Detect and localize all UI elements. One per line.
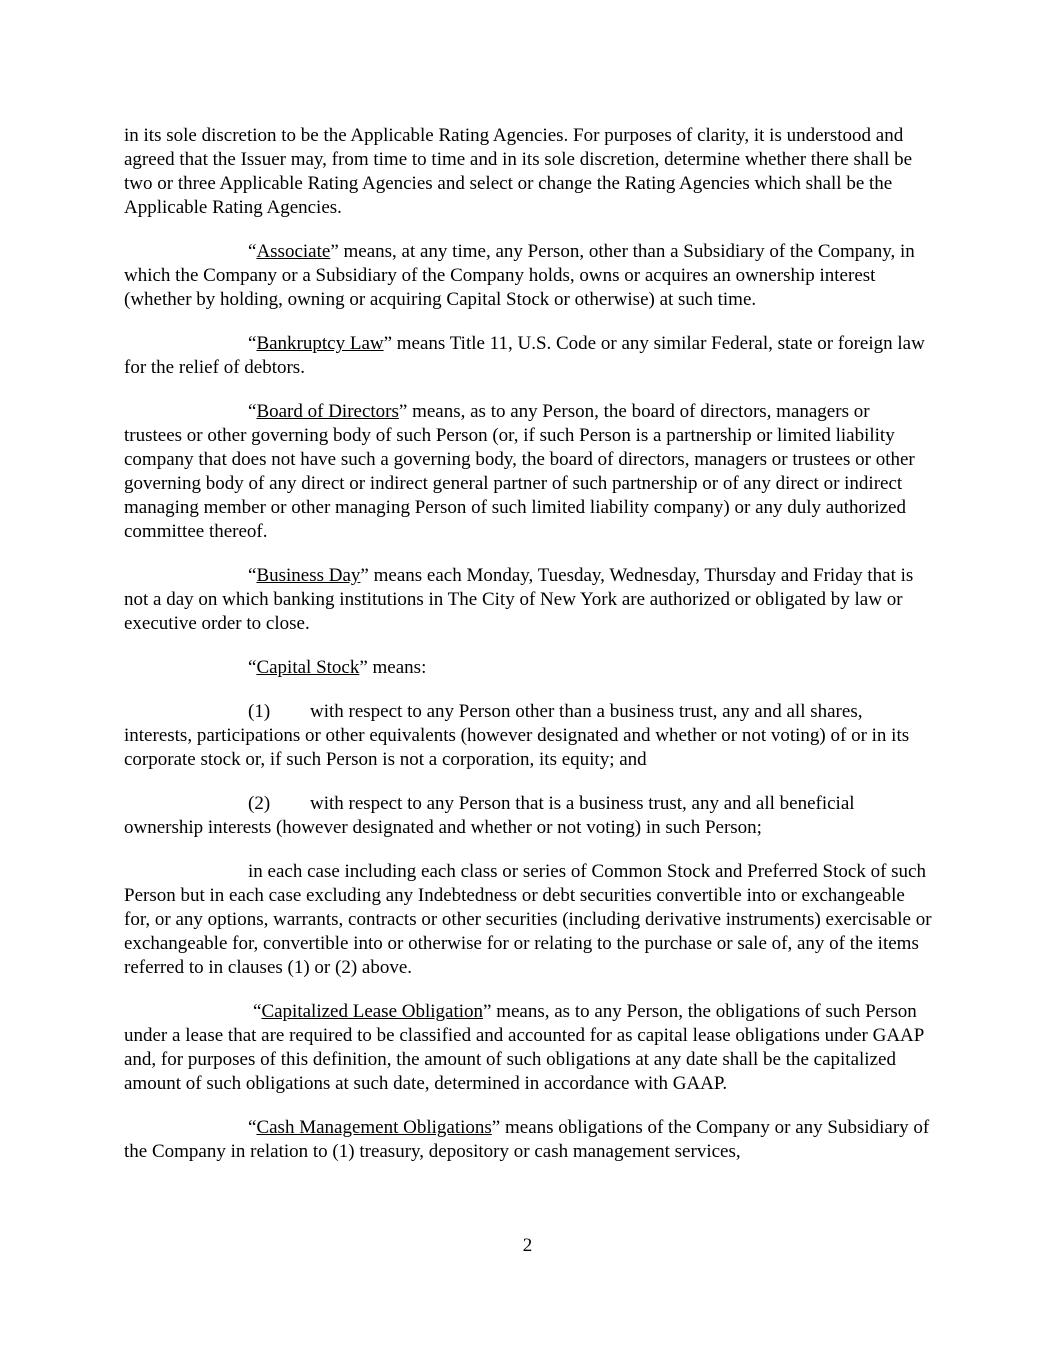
definition-board-of-directors xyxy=(124,400,932,544)
paragraph-each-case xyxy=(124,860,932,980)
defined-term: Cash Management Obligations xyxy=(256,1117,492,1138)
defined-term: Bankruptcy Law xyxy=(256,333,384,354)
definition-capital-stock xyxy=(124,656,932,680)
open-quote: “ xyxy=(248,401,257,422)
definition-text: ” means obligations of the Company or any Subsidiary of the Company in relation to (1) treasury, depository or cash management services, xyxy=(124,1117,930,1162)
definition-text: ” means each Monday, Tuesday, Wednesday, Thursday and Friday that is not a day on which banking institutions in The City of New York are authorized or obligated by law or executive order to close. xyxy=(124,565,914,634)
page-number: 2 xyxy=(522,1235,533,1256)
open-quote: “ xyxy=(248,1117,257,1138)
paragraph-text: in its sole discretion to be the Applicable Rating Agencies. For purposes of clarity, it is understood and agreed that the Issuer may, from time to time and in its sole discretion, determine whether there shall be two or three Applicable Rating Agencies and select or change the Rating Agencies which shall be the Applicable Rating Agencies. xyxy=(124,125,913,218)
definition-text: ” means: xyxy=(359,657,427,678)
definition-associate xyxy=(124,240,932,312)
clause-text: with respect to any Person that is a business trust, any and all beneficial ownership interests (however designated and whether or not voting) in such Person; xyxy=(124,793,855,838)
defined-term: Capitalized Lease Obligation xyxy=(261,1001,484,1022)
clause-2 xyxy=(124,792,932,840)
defined-term: Associate xyxy=(256,241,331,262)
definition-cash-management-obligations xyxy=(124,1116,932,1164)
definition-capitalized-lease-obligation xyxy=(124,1000,932,1096)
open-quote: “ xyxy=(248,565,257,586)
clause-text: with respect to any Person other than a business trust, any and all shares, interests, participations or other equivalents (however designated and whether or not voting) of or in its corporate stock or, if such Person is not a corporation, its equity; and xyxy=(124,701,910,770)
paragraph-rating-agencies xyxy=(124,124,932,220)
open-quote: “ xyxy=(248,241,257,262)
definition-text: ” means, as to any Person, the board of directors, managers or trustees or other governing body of such Person (or, if such Person is a partnership or limited liability company that does not have such a governing body, the board of directors, managers or trustees or other governing body of any direct or indirect general partner of such partnership or of any direct or indirect managing member or other managing Person of such limited liability company) or any duly authorized committee thereof. xyxy=(124,401,915,542)
open-quote: “ xyxy=(248,333,257,354)
definition-business-day xyxy=(124,564,932,636)
defined-term: Capital Stock xyxy=(256,657,360,678)
clause-number: (1) xyxy=(248,701,271,722)
document-page xyxy=(124,124,932,1184)
paragraph-text: in each case including each class or series of Common Stock and Preferred Stock of such Person but in each case excluding any Indebtedness or debt securities convertible into or exchangeable for, or any options, warrants, contracts or other securities (including derivative instruments) exercisable or exchangeable for, convertible into or otherwise for or relating to the purchase or sale of, any of the items referred to in clauses (1) or (2) above. xyxy=(124,861,932,978)
definition-text: ” means, at any time, any Person, other than a Subsidiary of the Company, in which the Company or a Subsidiary of the Company holds, owns or acquires an ownership interest (whether by holding, owning or acquiring Capital Stock or otherwise) at such time. xyxy=(124,241,915,310)
definition-text: ” means Title 11, U.S. Code or any similar Federal, state or foreign law for the relief of debtors. xyxy=(124,333,925,378)
defined-term: Board of Directors xyxy=(256,401,399,422)
definition-text: ” means, as to any Person, the obligations of such Person under a lease that are required to be classified and accounted for as capital lease obligations under GAAP and, for purposes of this definition, the amount of such obligations at any date shall be the capitalized amount of such obligations at such date, determined in accordance with GAAP. xyxy=(124,1001,924,1094)
open-quote: “ xyxy=(248,657,257,678)
definition-bankruptcy-law xyxy=(124,332,932,380)
clause-number: (2) xyxy=(248,793,271,814)
defined-term: Business Day xyxy=(256,565,361,586)
clause-1 xyxy=(124,700,932,772)
open-quote: “ xyxy=(253,1001,262,1022)
